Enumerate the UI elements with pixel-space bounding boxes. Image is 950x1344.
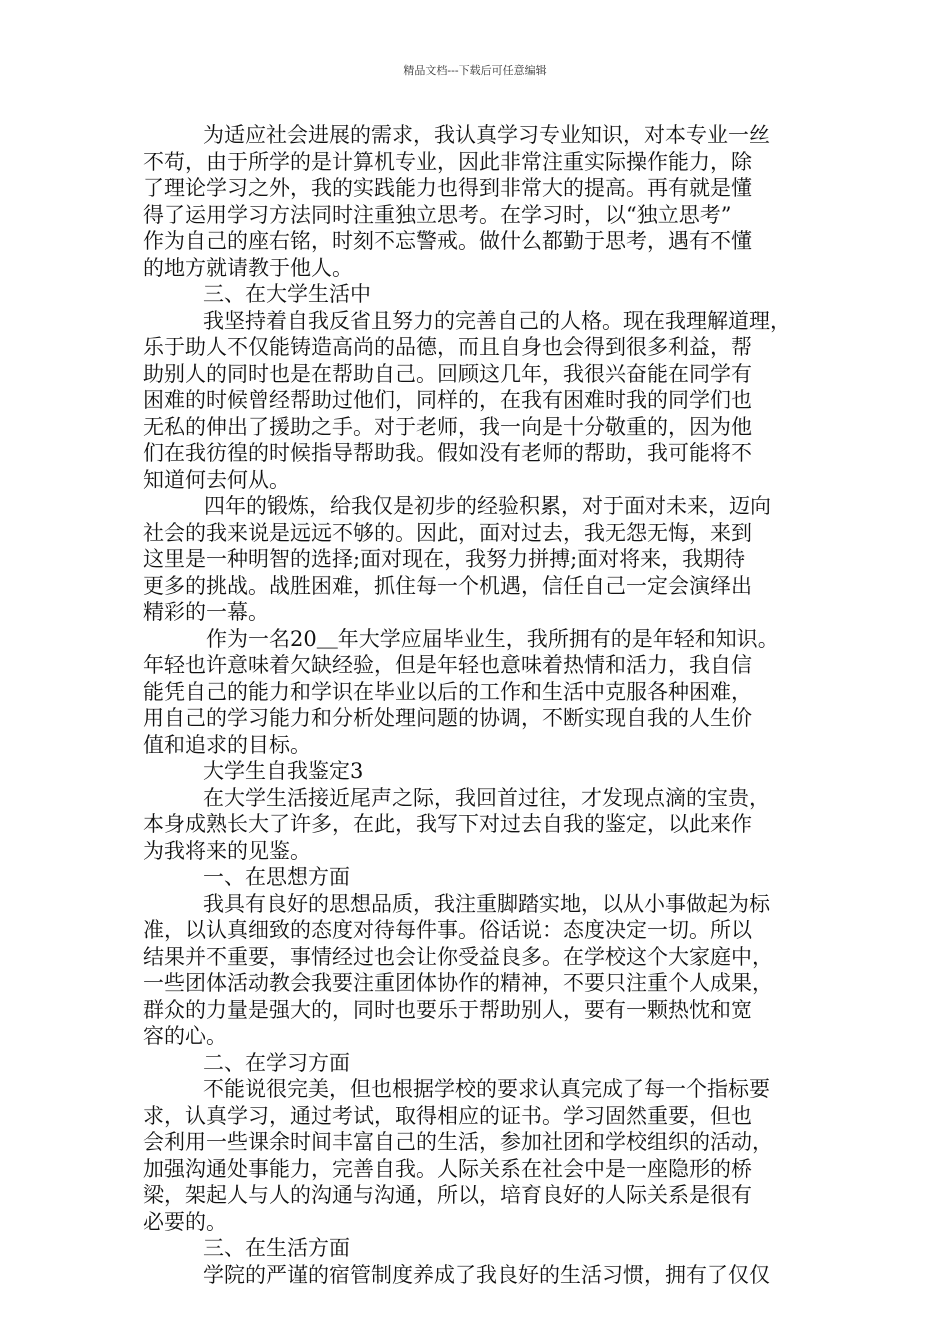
text-line: 无私的伸出了援助之手。对于老师，我一向是十分敬重的，因为他: [143, 414, 752, 439]
text-line: 必要的。: [143, 1209, 227, 1234]
text-line: 的地方就请教于他人。: [143, 255, 353, 280]
text-line: 一些团体活动教会我要注重团体协作的精神，不要只注重个人成果，: [143, 971, 773, 995]
text-line: 社会的我来说是远远不够的。因此，面对过去，我无怨无悔，来到: [143, 520, 752, 545]
document-body: [143, 122, 833, 1288]
text-line: 为我将来的见鉴。: [143, 838, 311, 863]
text-line: 为适应社会进展的需求，我认真学习专业知识，对本专业一丝: [203, 123, 770, 147]
text-line: 群众的力量是强大的，同时也要乐于帮助别人，要有一颗热忱和宽: [143, 997, 752, 1022]
text-line: 不苟，由于所学的是计算机专业，因此非常注重实际操作能力，除: [143, 149, 752, 174]
text-line: 们在我彷徨的时候指导帮助我。假如没有老师的帮助，我可能将不: [143, 441, 752, 465]
text-line: 困难的时候曾经帮助过他们，同样的，在我有困难时我的同学们也: [143, 388, 752, 412]
text-line: 值和追求的目标。: [143, 732, 311, 757]
page-header: 精品文档---下载后可任意编辑: [403, 64, 547, 77]
text-line: 结果并不重要，事情经过也会让你受益良多。在学校这个大家庭中，: [143, 944, 773, 969]
text-line: 助别人的同时也是在帮助自己。回顾这几年，我很兴奋能在同学有: [143, 361, 752, 386]
text-line: 一、在思想方面: [203, 865, 350, 889]
text-line: 三、在大学生活中: [203, 282, 371, 306]
text-line: 精彩的一幕。: [143, 600, 269, 624]
text-line: 三、在生活方面: [203, 1236, 350, 1260]
text-line: 能凭自己的能力和学识在毕业以后的工作和生活中克服各种困难，: [143, 679, 752, 704]
text-line: 学院的严谨的宿管制度养成了我良好的生活习惯，拥有了仅仅: [203, 1262, 770, 1287]
text-line: 大学生自我鉴定3: [203, 759, 364, 783]
text-line: 作为自己的座右铭，时刻不忘警戒。做什么都勤于思考，遇有不懂: [143, 229, 752, 253]
text-line: 加强沟通处事能力，完善自我。人际关系在社会中是一座隐形的桥: [143, 1156, 752, 1181]
text-line: 我具有良好的思想品质，我注重脚踏实地，以从小事做起为标: [203, 891, 770, 916]
text-line: 用自己的学习能力和分析处理问题的协调，不断实现自我的人生价: [143, 706, 752, 730]
text-line: 知道何去何从。: [143, 467, 290, 492]
text-line: 了理论学习之外，我的实践能力也得到非常大的提高。再有就是懂: [143, 176, 752, 200]
text-line: 求，认真学习，通过考试，取得相应的证书。学习固然重要，但也: [143, 1103, 752, 1128]
text-line: 这里是一种明智的选择;面对现在，我努力拼搏;面对将来，我期待: [143, 547, 746, 571]
text-line: 在大学生活接近尾声之际，我回首过往，才发现点滴的宝贵，: [203, 785, 770, 810]
text-line: 准，以认真细致的态度对待每件事。俗话说：态度决定一切。所以: [143, 918, 752, 942]
text-line: 梁，架起人与人的沟通与沟通，所以，培育良好的人际关系是很有: [143, 1183, 752, 1207]
text-line: 乐于助人不仅能铸造高尚的品德，而且自身也会得到很多利益，帮: [143, 335, 752, 359]
text-line: 容的心。: [143, 1024, 227, 1048]
text-line: 二、在学习方面: [203, 1050, 350, 1075]
text-line: 作为一名20＿年大学应届毕业生，我所拥有的是年轻和知识。: [206, 626, 779, 651]
text-line: 我坚持着自我反省且努力的完善自己的人格。现在我理解道理，: [203, 308, 791, 333]
text-line: 年轻也许意味着欠缺经验，但是年轻也意味着热情和活力，我自信: [143, 653, 752, 677]
text-line: 四年的锻炼，给我仅是初步的经验积累，对于面对未来，迈向: [204, 494, 771, 518]
text-line: 本身成熟长大了许多，在此，我写下对过去自我的鉴定，以此来作: [143, 812, 752, 836]
text-line: 不能说很完美，但也根据学校的要求认真完成了每一个指标要: [203, 1077, 770, 1101]
text-line: 会利用一些课余时间丰富自己的生活，参加社团和学校组织的活动，: [143, 1130, 773, 1154]
text-line: 更多的挑战。战胜困难，抓住每一个机遇，信任自己一定会演绎出: [143, 573, 752, 598]
text-line: 得了运用学习方法同时注重独立思考。在学习时，以“独立思考”: [143, 202, 732, 227]
